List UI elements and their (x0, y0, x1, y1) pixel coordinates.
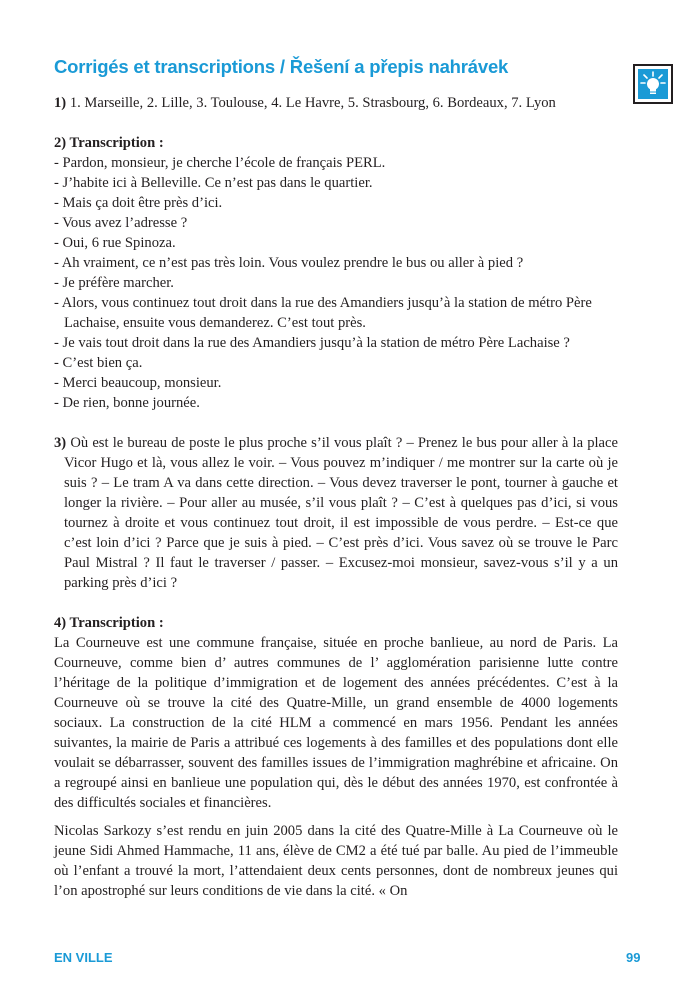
dialogue-line: - Alors, vous continuez tout droit dans la rue des Amandiers jusqu’à la station de métro Père Lachaise, ensuite vous demanderez. C’est tout près. (54, 293, 618, 333)
dialogue-line: - Je vais tout droit dans la rue des Amandiers jusqu’à la station de métro Père Lachaise ? (54, 333, 618, 353)
dialogue-line: - Ah vraiment, ce n’est pas très loin. Vous voulez prendre le bus ou aller à pied ? (54, 253, 618, 273)
section-1-number: 1) (54, 95, 67, 111)
section-1-text: 1. Marseille, 2. Lille, 3. Toulouse, 4. Le Havre, 5. Strasbourg, 6. Bordeaux, 7. Lyon (66, 95, 556, 111)
dialogue-line: - J’habite ici à Belleville. Ce n’est pas dans le quartier. (54, 173, 618, 193)
section-1-answers (54, 93, 618, 113)
dialogue-line: - Je préfère marcher. (54, 273, 618, 293)
dialogue-line: - De rien, bonne journée. (54, 393, 618, 413)
footer-chapter-title: EN VILLE (54, 950, 113, 965)
section-4-paragraph-2: Nicolas Sarkozy s’est rendu en juin 2005 dans la cité des Quatre-Mille à La Courneuve où le jeune Sidi Ahmed Hammache, 11 ans, élève de CM2 a été tué par balle. Au pied de l’immeuble où l’enfant a trouvé la mort, l’attendaient deux cents personnes, dont de nombreux jeunes qui l’on apostrophé sur leurs conditions de vie dans la cité. « On (54, 823, 618, 899)
dialogue-line: - C’est bien ça. (54, 353, 618, 373)
dialogue-line: - Mais ça doit être près d’ici. (54, 193, 618, 213)
page-title: Corrigés et transcriptions / Řešení a přepis nahrávek (54, 56, 509, 77)
dialogue-line: - Merci beaucoup, monsieur. (54, 373, 618, 393)
section-4-heading: 4) Transcription : (54, 615, 164, 631)
section-4-paragraph-1: La Courneuve est une commune française, située en proche banlieue, au nord de Paris. La Courneuve, comme bien d’ autres communes de l’ agglomération parisienne lutte contre l’héritage de la politique d’immigration et de logement des années précédentes. C’est à la Courneuve où se trouve la cité des Quatre-Mille, un grand ensemble de 4000 logements sociaux. La construction de la cité HLM a commencé en mars 1956. Pendant les années suivantes, la mairie de Paris a attribué ces logements à des familles et des populations dont elle voulait se débarrasser, souvent des familles issues de l’immigration maghrébine et africaine. On a regroupé ainsi en banlieue une population qui, dès le début des années 1970, est confrontée à des difficultés sociales et financières. (54, 635, 618, 811)
section-2-heading: 2) Transcription : (54, 135, 164, 151)
section-3-number: 3) (54, 435, 67, 451)
lightbulb-idea-icon (633, 64, 673, 104)
main-content (54, 93, 618, 901)
dialogue-line: - Oui, 6 rue Spinoza. (54, 233, 618, 253)
dialogue-line: - Pardon, monsieur, je cherche l’école de français PERL. (54, 153, 618, 173)
dialogue-line: - Vous avez l’adresse ? (54, 213, 618, 233)
section-2-dialogue (54, 153, 618, 413)
section-3-text: Où est le bureau de poste le plus proche s’il vous plaît ? – Prenez le bus pour aller à la place Vicor Hugo et là, vous allez le voir. – Vous pouvez m’indiquer / me montrer sur la carte où je suis ? – Le tram A va dans cette direction. – Vous devez traverser le pont, tourner à gauche et longer la rivière. – Pour aller au musée, s’il vous plaît ? – C’est à quelques pas d’ici, si vous tournez à droite et vous continuez tout droit, il est impossible de vous perdre. – Est-ce que c’est loin d’ici ? Parce que je suis à pied. – C’est près d’ici. Vous savez où se trouve le Parc Paul Mistral ? Il faut le traverser / passer. – Excusez-moi monsieur, savez-vous s’il y a un parking près d’ici ? (64, 435, 618, 591)
section-3-text-block (54, 433, 618, 593)
footer-page-number: 99 (626, 950, 641, 965)
